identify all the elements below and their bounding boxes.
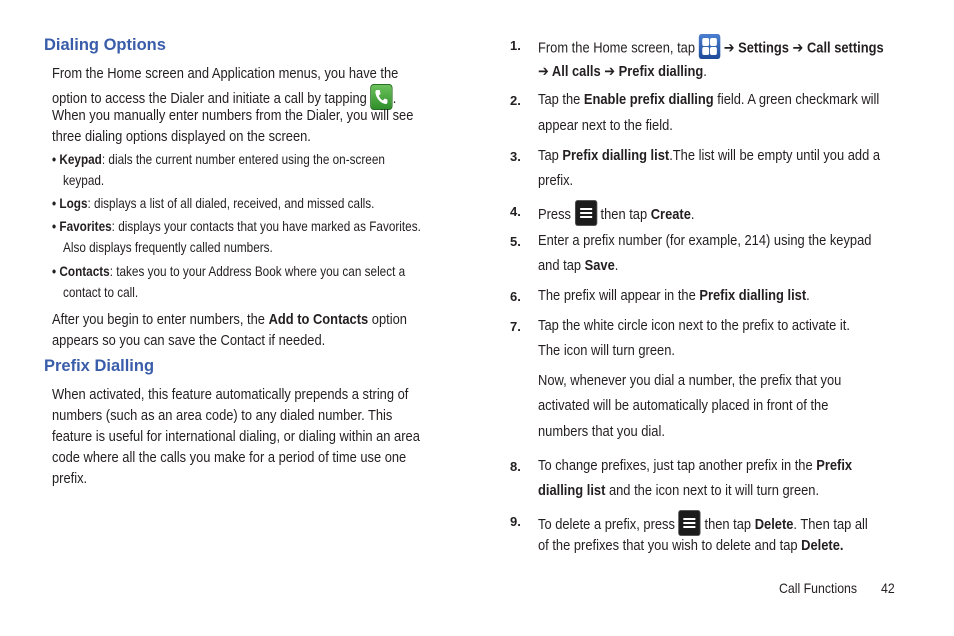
- step-2-line-2: appear next to the field.: [538, 117, 673, 134]
- bullet-keypad-cont: keypad.: [63, 172, 105, 188]
- applications-icon: [699, 34, 721, 59]
- step-7-note-line-1: Now, whenever you dial a number, the prefix that you: [538, 372, 842, 389]
- dialing-options-heading: Dialing Options: [44, 36, 166, 54]
- step-1-number: 1.: [510, 38, 521, 53]
- step-7-note-line-2: activated will be automatically placed in front of the: [538, 397, 829, 414]
- step-2-number: 2.: [510, 93, 521, 108]
- step-1-line-2: ➔ All calls ➔ Prefix dialling.: [538, 63, 707, 80]
- after-paragraph-line-1: After you begin to enter numbers, the Add to Contacts option: [52, 311, 407, 328]
- step-4-line-1: Press then tap Create.: [538, 202, 694, 228]
- step-9-line-1: To delete a prefix, press then tap Delete. Then tap all: [538, 512, 868, 538]
- step-6-line-1: The prefix will appear in the Prefix dialling list.: [538, 287, 810, 304]
- step-1-line-1: From the Home screen, tap ➔ Settings ➔ Call settings: [538, 36, 884, 61]
- prefix-paragraph-line-4: code where all the calls you make for a period of time use one: [52, 449, 407, 466]
- step-7-note-line-3: numbers that you dial.: [538, 423, 665, 440]
- prefix-paragraph-line-5: prefix.: [52, 470, 88, 487]
- step-9-line-2: of the prefixes that you wish to delete and tap Delete.: [538, 537, 844, 554]
- step-4-number: 4.: [510, 204, 521, 219]
- after-paragraph-line-2: appears so you can save the Contact if needed.: [52, 332, 326, 349]
- prefix-paragraph-line-2: numbers (such as an area code) to any dialed number. This: [52, 407, 393, 424]
- step-6-number: 6.: [510, 289, 521, 304]
- step-8-line-1: To change prefixes, just tap another prefix in the Prefix: [538, 457, 853, 474]
- step-5-number: 5.: [510, 234, 521, 249]
- step-5-line-2: and tap Save.: [538, 257, 619, 274]
- step-5-line-1: Enter a prefix number (for example, 214) using the keypad: [538, 232, 872, 249]
- dialing-paragraph-line-1: From the Home screen and Application menus, you have the: [52, 65, 399, 82]
- bullet-logs: • Logs: displays a list of all dialed, received, and missed calls.: [52, 195, 375, 211]
- step-8-number: 8.: [510, 459, 521, 474]
- step-9-number: 9.: [510, 514, 521, 529]
- dialing-paragraph-line-2: option to access the Dialer and initiate a call by tapping .: [52, 86, 396, 112]
- dialing-paragraph-line-4: three dialing options displayed on the screen.: [52, 128, 311, 145]
- step-7-number: 7.: [510, 319, 521, 334]
- bullet-keypad: • Keypad: dials the current number entered using the on-screen: [52, 151, 385, 167]
- footer-section-title: Call Functions: [779, 580, 858, 596]
- menu-key-icon: [575, 200, 597, 226]
- bullet-favorites: • Favorites: displays your contacts that you have marked as Favorites.: [52, 218, 421, 234]
- prefix-dialling-heading: Prefix Dialling: [44, 357, 155, 375]
- step-7-line-2: The icon will turn green.: [538, 342, 675, 359]
- step-3-number: 3.: [510, 149, 521, 164]
- bullet-favorites-cont: Also displays frequently called numbers.: [63, 239, 273, 255]
- step-2-line-1: Tap the Enable prefix dialling field. A green checkmark will: [538, 91, 880, 108]
- bullet-contacts-cont: contact to call.: [63, 284, 139, 300]
- footer-page-number: 42: [881, 580, 895, 596]
- step-7-line-1: Tap the white circle icon next to the prefix to activate it.: [538, 317, 850, 334]
- step-3-line-2: prefix.: [538, 172, 574, 189]
- menu-key-icon: [679, 510, 701, 536]
- step-8-line-2: dialling list and the icon next to it will turn green.: [538, 482, 820, 499]
- dialing-paragraph-line-3: When you manually enter numbers from the Dialer, you will see: [52, 107, 414, 124]
- bullet-contacts: • Contacts: takes you to your Address Book where you can select a: [52, 263, 406, 279]
- prefix-paragraph-line-3: feature is useful for international dialing, or dialing within an area: [52, 428, 420, 445]
- step-3-line-1: Tap Prefix dialling list.The list will be empty until you add a: [538, 147, 881, 164]
- prefix-paragraph-line-1: When activated, this feature automatically prepends a string of: [52, 386, 409, 403]
